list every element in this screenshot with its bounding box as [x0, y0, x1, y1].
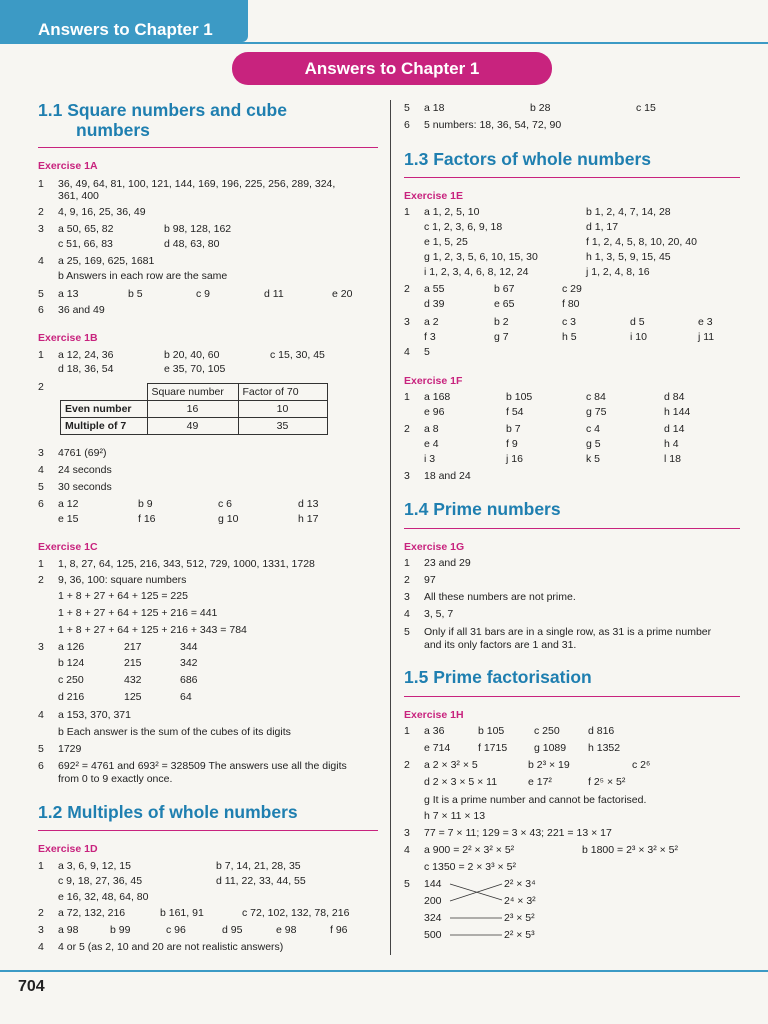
matching-right-item: 2² × 5³: [504, 929, 535, 941]
exercise-1e-label: Exercise 1E: [404, 190, 463, 202]
answer: c 6: [218, 498, 233, 510]
answer: c 72, 102, 132, 78, 216: [242, 907, 350, 919]
answer: d 5: [630, 316, 645, 328]
answer: b 99: [110, 924, 131, 936]
answer: 344: [180, 641, 198, 653]
q-number: 2: [38, 381, 44, 393]
q-number: 5: [38, 288, 44, 300]
answer: a 8: [424, 423, 439, 435]
answer: 77 = 7 × 11; 129 = 3 × 43; 221 = 13 × 17: [424, 827, 612, 839]
answer: 3, 5, 7: [424, 608, 454, 620]
answer: c 84: [586, 391, 606, 403]
matching-right-item: 2³ × 5²: [504, 912, 535, 924]
answer: 4, 9, 16, 25, 36, 49: [58, 206, 146, 218]
answer: 1 + 8 + 27 + 64 + 125 + 216 = 441: [58, 607, 218, 619]
answer: b 161, 91: [160, 907, 204, 919]
answer: 36, 49, 64, 81, 100, 121, 144, 169, 196, 225, 256, 289, 324,: [58, 178, 336, 190]
answer: a 12, 24, 36: [58, 349, 114, 361]
answer: e 98: [276, 924, 297, 936]
answer: b 2: [494, 316, 509, 328]
answer: 30 seconds: [58, 481, 112, 493]
q-number: 3: [38, 447, 44, 459]
answer: 5 numbers: 18, 36, 54, 72, 90: [424, 119, 562, 131]
answer: f 80: [562, 298, 580, 310]
answer: 97: [424, 574, 436, 586]
answer: e 35, 70, 105: [164, 363, 226, 375]
answer: c 15: [636, 102, 656, 114]
q-number: 1: [404, 206, 410, 218]
q-number: 4: [404, 608, 410, 620]
answer: b 67: [494, 283, 515, 295]
q-number: 6: [38, 760, 44, 772]
table-header: Factor of 70: [238, 384, 327, 401]
answer: b Answers in each row are the same: [58, 270, 228, 282]
answer: h 1, 3, 5, 9, 15, 45: [586, 251, 671, 263]
answer: 5: [424, 346, 430, 358]
answer: a 168: [424, 391, 451, 403]
answer: d 13: [298, 498, 319, 510]
answer: e 16, 32, 48, 64, 80: [58, 891, 149, 903]
table-row-label: Even number: [61, 401, 148, 418]
footer-rule: [0, 970, 768, 972]
answer: f 54: [506, 406, 524, 418]
answer: 432: [124, 674, 142, 686]
answer: d 84: [664, 391, 685, 403]
matching-right-item: 2² × 3⁴: [504, 878, 536, 890]
answer: b 1800 = 2³ × 3² × 5²: [582, 844, 679, 856]
q-number: 2: [404, 574, 410, 586]
q-number: 1: [38, 860, 44, 872]
exercise-1h-label: Exercise 1H: [404, 709, 464, 721]
section-1-2-title: 1.2 Multiples of whole numbers: [38, 802, 298, 822]
answer: a 36: [424, 725, 445, 737]
answer: h 4: [664, 438, 679, 450]
q-number: 3: [404, 470, 410, 482]
answer: 215: [124, 657, 142, 669]
answer: c 9: [196, 288, 211, 300]
answer: 18 and 24: [424, 470, 471, 482]
section-1-1-title: 1.1 Square numbers and cube: [38, 100, 287, 120]
answer: 125: [124, 691, 142, 703]
answer: j 1, 2, 4, 8, 16: [586, 266, 650, 278]
answer: d 48, 63, 80: [164, 238, 220, 250]
answer: 1729: [58, 743, 82, 755]
q-number: 2: [404, 759, 410, 771]
answer: a 13: [58, 288, 79, 300]
answer: a 12: [58, 498, 79, 510]
answer: d 816: [588, 725, 615, 737]
table-cell: 49: [147, 418, 238, 435]
answer: e 3: [698, 316, 713, 328]
answer: 692² = 4761 and 693² = 328509 The answers use all the digits: [58, 760, 347, 772]
answer: a 25, 169, 625, 1681: [58, 255, 155, 267]
answer: d 14: [664, 423, 685, 435]
q-number: 5: [404, 626, 410, 638]
answer: and its only factors are 1 and 31.: [424, 639, 577, 651]
answer: d 11: [264, 288, 284, 300]
q-number: 4: [38, 941, 44, 953]
answer: d 2 × 3 × 5 × 11: [424, 776, 498, 788]
answer: i 1, 2, 3, 4, 6, 8, 12, 24: [424, 266, 529, 278]
answer: All these numbers are not prime.: [424, 591, 576, 603]
answer: from 0 to 9 exactly once.: [58, 773, 173, 785]
answer: e 4: [424, 438, 439, 450]
answer: b 7: [506, 423, 521, 435]
answer: 361, 400: [58, 190, 99, 202]
q-number: 6: [38, 304, 44, 316]
answer: b 98, 128, 162: [164, 223, 232, 235]
answer: c 1350 = 2 × 3³ × 5²: [424, 861, 516, 873]
answer: h 144: [664, 406, 691, 418]
answer: a 3, 6, 9, 12, 15: [58, 860, 131, 872]
answer: 686: [180, 674, 198, 686]
q-number: 6: [38, 498, 44, 510]
answer: g 5: [586, 438, 601, 450]
answer: 9, 36, 100: square numbers: [58, 574, 187, 586]
answer: a 18: [424, 102, 445, 114]
answer: a 50, 65, 82: [58, 223, 114, 235]
answer: l 18: [664, 453, 681, 465]
q-number: 2: [38, 574, 44, 586]
section-rule: [404, 696, 740, 697]
answer: g 75: [586, 406, 607, 418]
answer: b 20, 40, 60: [164, 349, 220, 361]
answer: c 1, 2, 3, 6, 9, 18: [424, 221, 503, 233]
q-number: 5: [404, 102, 410, 114]
q-number: 4: [404, 844, 410, 856]
answer: c 51, 66, 83: [58, 238, 113, 250]
q-number: 5: [404, 878, 410, 890]
q-number: 1: [404, 391, 410, 403]
answer: 23 and 29: [424, 557, 471, 569]
answer: h 1352: [588, 742, 621, 754]
q-number: 1: [38, 349, 44, 361]
answer: i 3: [424, 453, 436, 465]
exercise-1f-label: Exercise 1F: [404, 375, 463, 387]
answer: c 3: [562, 316, 577, 328]
answer: 24 seconds: [58, 464, 112, 476]
exercise-1c-label: Exercise 1C: [38, 541, 98, 553]
matching-right-item: 2⁴ × 3²: [504, 895, 536, 907]
q-number: 2: [404, 283, 410, 295]
matching-left-item: 144: [424, 878, 442, 890]
answer: d 1, 17: [586, 221, 619, 233]
q-number: 1: [404, 725, 410, 737]
answer: b 5: [128, 288, 143, 300]
answer: 342: [180, 657, 198, 669]
q-number: 5: [38, 743, 44, 755]
table-cell: 35: [238, 418, 327, 435]
answer: d 39: [424, 298, 445, 310]
table-header: Square number: [147, 384, 238, 401]
page-title: Answers to Chapter 1: [232, 52, 552, 85]
section-1-4-title: 1.4 Prime numbers: [404, 499, 561, 519]
section-rule: [38, 147, 378, 148]
answer: a 55: [424, 283, 445, 295]
answer: a 900 = 2² × 3² × 5²: [424, 844, 515, 856]
answer: a 2: [424, 316, 439, 328]
answer: i 10: [630, 331, 647, 343]
answer: c 2⁶: [632, 759, 651, 771]
answer: e 17²: [528, 776, 552, 788]
section-1-5-title: 1.5 Prime factorisation: [404, 667, 592, 687]
answer: d 11, 22, 33, 44, 55: [216, 875, 306, 887]
section-rule: [38, 830, 378, 831]
answer: d 216: [58, 691, 85, 703]
answer: e 714: [424, 742, 451, 754]
answer: c 250: [58, 674, 84, 686]
q-number: 6: [404, 119, 410, 131]
chapter-tab-label: Answers to Chapter 1: [38, 20, 213, 39]
answer: b 2³ × 19: [528, 759, 570, 771]
answer: g 1, 2, 3, 5, 6, 10, 15, 30: [424, 251, 538, 263]
q-number: 4: [38, 255, 44, 267]
q-number: 4: [38, 464, 44, 476]
header-rule: [0, 42, 768, 44]
answer: 4 or 5 (as 2, 10 and 20 are not realistic answers): [58, 941, 284, 953]
answer: 217: [124, 641, 142, 653]
answer: f 96: [330, 924, 348, 936]
answer: a 126: [58, 641, 85, 653]
q-number: 1: [404, 557, 410, 569]
exercise-1b-table: [60, 383, 328, 435]
answer: a 72, 132, 216: [58, 907, 126, 919]
answer: a 2 × 3² × 5: [424, 759, 478, 771]
q-number: 2: [38, 907, 44, 919]
answer: g 7: [494, 331, 509, 343]
exercise-1g-label: Exercise 1G: [404, 541, 465, 553]
matching-left-item: 500: [424, 929, 442, 941]
section-1-1-title-line2: numbers: [76, 120, 150, 140]
answer: e 15: [58, 513, 79, 525]
answer: f 1, 2, 4, 5, 8, 10, 20, 40: [586, 236, 697, 248]
answer: d 95: [222, 924, 243, 936]
answer: c 9, 18, 27, 36, 45: [58, 875, 143, 887]
answer: b 105: [506, 391, 533, 403]
answer: c 250: [534, 725, 560, 737]
answer: 1, 8, 27, 64, 125, 216, 343, 512, 729, 1000, 1331, 1728: [58, 558, 315, 570]
answer: h 17: [298, 513, 319, 525]
answer: e 65: [494, 298, 515, 310]
answer: 64: [180, 691, 192, 703]
q-number: 2: [38, 206, 44, 218]
section-rule: [404, 528, 740, 529]
answer: b Each answer is the sum of the cubes of its digits: [58, 726, 291, 738]
answer: f 16: [138, 513, 156, 525]
exercise-1a-label: Exercise 1A: [38, 160, 98, 172]
answer: a 153, 370, 371: [58, 709, 131, 721]
answer: b 105: [478, 725, 505, 737]
answer: g 10: [218, 513, 239, 525]
column-divider: [390, 100, 391, 955]
answer: f 9: [506, 438, 518, 450]
answer: f 3: [424, 331, 436, 343]
exercise-1d-label: Exercise 1D: [38, 843, 98, 855]
answer: 1 + 8 + 27 + 64 + 125 = 225: [58, 590, 188, 602]
answer: c 4: [586, 423, 601, 435]
answer: e 20: [332, 288, 353, 300]
section-1-3-title: 1.3 Factors of whole numbers: [404, 149, 651, 169]
answer: b 9: [138, 498, 153, 510]
answer: a 1, 2, 5, 10: [424, 206, 480, 218]
answer: f 2⁵ × 5²: [588, 776, 626, 788]
q-number: 3: [38, 641, 44, 653]
table-cell: 16: [147, 401, 238, 418]
answer: j 16: [506, 453, 523, 465]
matching-lines: [440, 878, 510, 948]
q-number: 1: [38, 558, 44, 570]
q-number: 3: [38, 924, 44, 936]
answer: b 7, 14, 21, 28, 35: [216, 860, 301, 872]
answer: e 1, 5, 25: [424, 236, 468, 248]
answer: h 7 × 11 × 13: [424, 810, 486, 822]
answer: b 28: [530, 102, 551, 114]
answer: 4761 (69²): [58, 447, 107, 459]
answer: b 1, 2, 4, 7, 14, 28: [586, 206, 671, 218]
answer: k 5: [586, 453, 601, 465]
answer: a 98: [58, 924, 79, 936]
q-number: 3: [404, 827, 410, 839]
q-number: 1: [38, 178, 44, 190]
answer: e 96: [424, 406, 445, 418]
matching-left-item: 200: [424, 895, 442, 907]
matching-left-item: 324: [424, 912, 442, 924]
q-number: 2: [404, 423, 410, 435]
answer: 1 + 8 + 27 + 64 + 125 + 216 + 343 = 784: [58, 624, 247, 636]
answer: d 18, 36, 54: [58, 363, 114, 375]
exercise-1b-label: Exercise 1B: [38, 332, 98, 344]
q-number: 4: [404, 346, 410, 358]
answer: g It is a prime number and cannot be factorised.: [424, 794, 647, 806]
table-row-label: Multiple of 7: [61, 418, 148, 435]
answer: g 1089: [534, 742, 567, 754]
answer: c 29: [562, 283, 582, 295]
answer: j 11: [698, 331, 715, 343]
q-number: 3: [38, 223, 44, 235]
answer: f 1715: [478, 742, 508, 754]
table-cell: 10: [238, 401, 327, 418]
answer: h 5: [562, 331, 577, 343]
answer: b 124: [58, 657, 85, 669]
q-number: 3: [404, 316, 410, 328]
answer: c 96: [166, 924, 186, 936]
q-number: 3: [404, 591, 410, 603]
q-number: 5: [38, 481, 44, 493]
q-number: 4: [38, 709, 44, 721]
page-number: 704: [18, 978, 45, 995]
answer: c 15, 30, 45: [270, 349, 325, 361]
answer: Only if all 31 bars are in a single row, as 31 is a prime number: [424, 626, 712, 638]
answer: 36 and 49: [58, 304, 105, 316]
section-rule: [404, 177, 740, 178]
chapter-tab: [0, 0, 248, 42]
